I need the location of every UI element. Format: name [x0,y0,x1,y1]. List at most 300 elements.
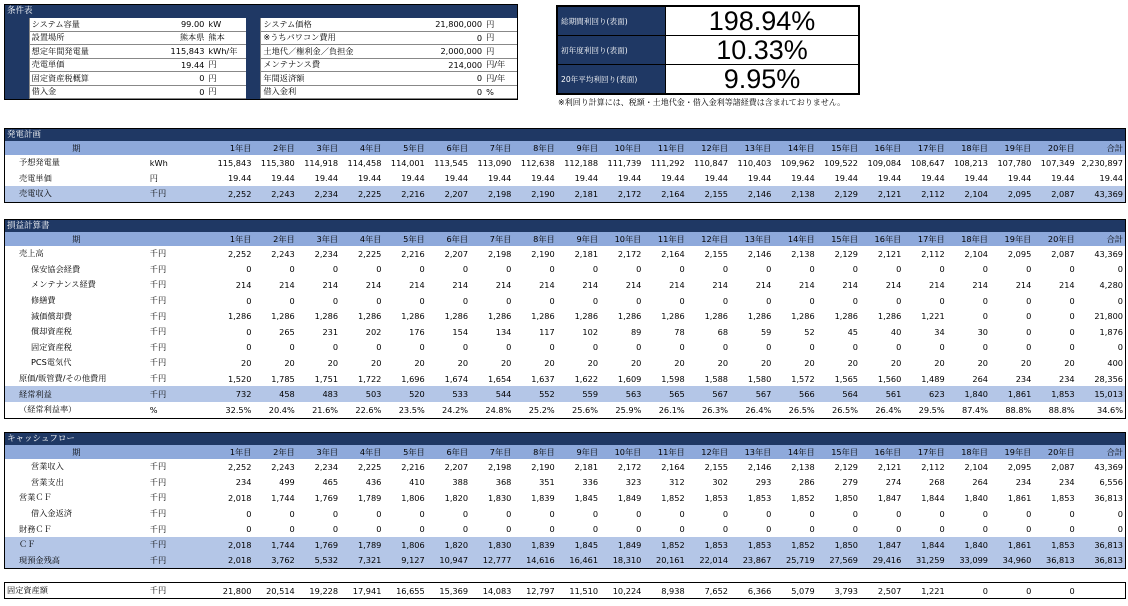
pl-cell: 0 [722,342,729,353]
pl-cell: 1,286 [444,311,469,322]
pl-cell: 214 [669,279,685,290]
conditions-gap [5,72,29,86]
generation-cell: 19.44 [921,173,945,184]
year-header: 19年目 [990,445,1033,459]
cf-cell: 0 [506,524,512,535]
pl-cell: 2,138 [791,248,815,259]
year-header: 5年目 [383,141,426,155]
pl-cell: 1,489 [921,373,945,384]
pl-cell: 0 [809,264,815,275]
year-header: 11年目 [643,141,686,155]
cf-cell: 2,018 [227,492,252,503]
pl-cell: 0 [1069,264,1075,275]
pl-cell: 2,155 [704,248,729,259]
generation-cell: 19.44 [661,173,685,184]
condition-unit: kWh/年 [206,45,245,59]
generation-cell: 2,181 [557,186,600,202]
pl-cell: 59 [760,326,772,337]
pl-cell: 214 [929,279,945,290]
year-header: 4年目 [340,445,383,459]
pl-cell: 0 [809,295,815,306]
year-header: 12年目 [687,232,730,246]
pl-cell: 214 [972,279,988,290]
cf-cell: 2,018 [210,553,253,569]
cf-cell: 0 [939,508,945,519]
fixed-assets-row [4,582,1126,599]
pl-cell: 0 [1069,311,1075,322]
cf-cell: 0 [1117,524,1123,535]
year-header: 9年目 [557,141,600,155]
pl-cell: 1,286 [487,311,512,322]
pl-cell: 21.6% [312,404,339,415]
cash-flow-section [4,432,1126,569]
cf-cell: 1,845 [574,492,599,503]
year-header: 17年目 [903,141,946,155]
fixed-assets-cell: 2,507 [877,585,902,596]
cf-cell: 0 [419,508,425,519]
pl-row-name: 売上高 [19,248,44,259]
conditions-row [5,18,517,31]
generation-row [5,171,1125,187]
cf-cell: 1,830 [470,537,513,553]
pl-cell: 0 [376,295,382,306]
cf-row-unit: 千円 [149,476,167,487]
condition-value: 0 [147,72,206,86]
pl-cell: 0 [896,342,902,353]
pl-cell: 20 [241,357,252,368]
year-header: 2年目 [253,445,296,459]
cf-row-unit: 千円 [149,508,167,519]
pl-cell: 0 [376,342,382,353]
pl-cell: 0 [636,342,642,353]
pl-cell: 0 [939,342,945,353]
pl-cell: 0 [246,326,252,337]
conditions-title: 条件表 [5,5,517,18]
fixed-assets-cell: 7,652 [704,585,729,596]
fixed-assets-cell: 0 [982,585,988,596]
pl-cell: 1,876 [1099,326,1123,337]
pl-cell: 1,696 [401,373,425,384]
condition-label: 売電単価 [29,58,147,72]
cf-cell: 0 [896,508,902,519]
pl-cell: 102 [582,326,599,337]
pl-row-name: 固定資産税 [31,341,72,352]
condition-unit: 円 [206,58,245,72]
pl-cell: 544 [470,386,513,402]
year-header: 14年目 [773,232,816,246]
cf-cell: 0 [722,524,729,535]
pl-cell: 154 [452,326,469,337]
unit-header-cell [148,445,210,459]
cf-cell: 1,849 [617,492,642,503]
pl-cell: 28,356 [1094,373,1123,384]
generation-cell: 113,545 [434,157,469,168]
year-header: 合計 [1077,445,1125,459]
pl-cell: 214 [452,279,469,290]
pl-cell: 214 [539,279,555,290]
cf-cell: 0 [679,524,685,535]
year-header: 1年目 [210,445,253,459]
cf-cell: 34,960 [990,553,1033,569]
pl-cell: 565 [643,386,686,402]
cf-cell: 0 [246,508,252,519]
fixed-assets-cell: 19,228 [309,585,339,596]
condition-value: 19.44 [147,58,206,72]
generation-cell: 19.44 [574,173,599,184]
pl-cell: 0 [1117,342,1123,353]
cf-cell: 1,850 [834,492,859,503]
cf-cell: 1,849 [600,537,643,553]
year-header: 8年目 [513,445,556,459]
cf-cell: 33,099 [947,553,990,569]
fixed-assets-cell: 0 [1026,585,1032,596]
pl-cell: 2,181 [574,248,599,259]
pl-cell: 400 [1107,357,1123,368]
cf-row-name: 借入金返済 [31,508,72,519]
income-statement-title: 損益計算書 [5,220,1125,232]
pl-cell: 0 [896,264,902,275]
cf-cell: 10,947 [427,553,470,569]
pl-row-name: PCS電気代 [31,357,72,368]
pl-cell: 134 [495,326,512,337]
generation-cell: 110,403 [737,157,772,168]
fixed-assets-cell: 17,941 [352,585,382,596]
cf-cell: 268 [929,477,945,488]
fixed-assets-cell: 8,938 [661,585,685,596]
cf-cell: 2,018 [210,537,253,553]
cf-cell: 264 [972,477,988,488]
cf-row [5,521,1125,537]
cf-cell: 20,161 [643,553,686,569]
cf-cell: 1,852 [791,492,815,503]
year-header: 7年目 [470,232,513,246]
cf-row-name: 現預金残高 [5,553,148,569]
cf-cell: 410 [409,477,425,488]
pl-cell: 1,286 [574,311,599,322]
cf-cell: 2,207 [444,461,469,472]
pl-cell: 458 [253,386,296,402]
pl-cell: 0 [982,311,988,322]
period-label: 期 [5,232,148,246]
year-header: 10年目 [600,445,643,459]
pl-cell: 0 [332,295,339,306]
pl-cell: 20 [804,357,815,368]
year-header: 10年目 [600,232,643,246]
pl-cell: 0 [592,264,599,275]
cf-cell: 1,744 [271,492,295,503]
generation-cell: 2,146 [730,186,773,202]
condition-label: システム容量 [29,18,147,31]
income-statement-section [4,219,1126,419]
generation-cell: 2,104 [947,186,990,202]
fixed-assets-cell: 15,369 [439,585,469,596]
cf-cell: 2,190 [531,461,555,472]
fixed-assets-cell: 12,797 [526,585,555,596]
condition-unit: 円/年 [484,58,517,72]
cf-cell: 2,095 [1007,461,1032,472]
pl-cell: 26.5% [788,404,815,415]
pl-cell: 2,129 [834,248,859,259]
cf-row-name: 営業ＣＦ [19,492,52,503]
pl-cell: 24.8% [485,404,512,415]
generation-cell: 19.44 [487,173,512,184]
generation-cell: 19.44 [747,173,772,184]
cf-cell: 0 [1069,508,1075,519]
pl-cell: 20 [500,357,512,368]
cf-cell: 2,252 [227,461,252,472]
pl-cell: 559 [557,386,600,402]
yield-row [558,65,859,94]
cf-cell: 27,569 [817,553,860,569]
pl-cell: 20 [414,357,425,368]
cf-cell: 2,155 [704,461,729,472]
pl-cell: 20 [890,357,902,368]
condition-unit: 円 [206,72,245,86]
condition-unit: 円 [484,18,517,31]
fixed-assets-cell: 16,655 [396,585,425,596]
year-header: 6年目 [427,232,470,246]
pl-cell: 732 [210,386,253,402]
year-header: 3年目 [297,445,340,459]
generation-cell: 108,213 [954,157,988,168]
pl-cell: 214 [1015,279,1032,290]
pl-row-name: 減価償却費 [31,310,72,321]
cf-cell: 29,416 [860,553,903,569]
pl-cell: 1,286 [531,311,555,322]
cf-row-name: 営業支出 [31,476,64,487]
pl-cell: 214 [755,279,772,290]
cf-cell: 0 [462,524,469,535]
cf-cell: 1,820 [427,537,470,553]
cf-row-name: 財務ＣＦ [19,523,52,534]
pl-cell: 214 [235,279,252,290]
cf-cell: 12,777 [470,553,513,569]
condition-label: システム価格 [261,18,400,31]
pl-cell: 20 [630,357,642,368]
pl-row-unit: 千円 [148,386,210,402]
year-header: 19年目 [990,141,1033,155]
cf-row [5,506,1125,522]
pl-cell: 0 [419,342,425,353]
cf-cell: 36,813 [1077,537,1125,553]
condition-label: 固定資産税概算 [29,72,147,86]
generation-cell: 2,087 [1033,186,1076,202]
condition-value: 214,000 [400,58,484,72]
generation-cell: 19.44 [877,173,902,184]
pl-cell: 1,654 [487,373,512,384]
pl-row-unit: 千円 [149,357,167,368]
cf-cell: 0 [766,524,772,535]
generation-row [5,186,1125,202]
cf-cell: 1,850 [817,537,860,553]
pl-cell: 117 [539,326,555,337]
year-header: 9年目 [557,232,600,246]
condition-label: メンテナンス費 [261,58,400,72]
conditions-gap [246,31,261,45]
pl-cell: 0 [722,295,729,306]
pl-row [5,340,1125,356]
fixed-assets-name: 固定資産額 [7,585,48,595]
cf-cell: 16,461 [557,553,600,569]
cf-cell: 2,087 [1051,461,1075,472]
pl-row-unit: 千円 [149,263,167,274]
year-header: 13年目 [730,141,773,155]
condition-label: 土地代／権利金／負担金 [261,45,400,59]
year-header: 14年目 [773,445,816,459]
generation-cell: 2,172 [600,186,643,202]
pl-cell: 26.5% [832,404,859,415]
cf-cell: 31,259 [903,553,946,569]
generation-cell: 109,522 [824,157,859,168]
pl-cell: 0 [896,295,902,306]
year-header: 1年目 [210,232,253,246]
cf-cell: 293 [755,477,772,488]
pl-cell: 1,572 [791,373,815,384]
pl-cell: 20 [370,357,382,368]
pl-cell: 20 [544,357,555,368]
pl-cell: 1,840 [947,386,990,402]
pl-cell: 214 [365,279,382,290]
pl-cell: 2,112 [921,248,945,259]
pl-cell: 20.4% [268,404,295,415]
generation-cell: 114,001 [390,157,425,168]
pl-cell: 87.4% [961,404,988,415]
cf-cell: 274 [885,477,902,488]
pl-cell: 88.8% [1048,404,1075,415]
cf-cell: 1,769 [297,537,340,553]
pl-cell: 0 [1069,342,1075,353]
conditions-gap [246,45,261,59]
cf-cell: 1,744 [253,537,296,553]
fixed-assets-cell [1077,583,1125,598]
year-header: 18年目 [947,232,990,246]
fixed-assets-unit: 千円 [149,585,167,595]
pl-cell: 1,286 [271,311,295,322]
cf-cell: 234 [1059,477,1075,488]
cf-cell: 1,852 [773,537,816,553]
pl-cell: 0 [939,264,945,275]
year-header: 12年目 [687,141,730,155]
pl-row-unit: 千円 [149,248,167,259]
cf-cell: 1,853 [1033,537,1076,553]
year-header: 4年目 [340,141,383,155]
generation-cell: 114,458 [347,157,382,168]
cf-cell: 2,146 [747,461,772,472]
pl-cell: 265 [279,326,295,337]
conditions-gap [5,31,29,45]
pl-cell: 214 [322,279,339,290]
pl-cell: 0 [766,264,772,275]
period-header-row [5,445,1125,459]
generation-row-unit: 円 [149,172,158,183]
pl-cell: 23.5% [398,404,425,415]
year-header: 16年目 [860,445,903,459]
year-header: 合計 [1077,141,1125,155]
pl-cell: 214 [1059,279,1075,290]
cf-cell: 0 [809,508,815,519]
pl-cell: 1,560 [877,373,902,384]
cf-cell: 2,121 [877,461,902,472]
pl-cell: 234 [1015,373,1032,384]
pl-cell: 0 [549,264,555,275]
cf-cell: 2,181 [574,461,599,472]
yield-row [558,36,859,65]
pl-cell: 20 [284,357,295,368]
pl-cell: 1,785 [271,373,295,384]
cash-flow-title: キャッシュフロー [5,433,1125,445]
pl-cell: 20 [587,357,599,368]
generation-cell: 107,349 [1040,157,1075,168]
cf-cell: 2,198 [487,461,512,472]
year-header: 11年目 [643,445,686,459]
pl-cell: 520 [383,386,426,402]
pl-cell: 0 [982,295,988,306]
pl-cell: 2,234 [314,248,339,259]
pl-cell: 0 [376,264,382,275]
cf-cell: 351 [539,477,555,488]
conditions-gap [5,18,29,31]
pl-cell: 0 [852,342,859,353]
cf-cell: 14,616 [513,553,556,569]
year-header: 15年目 [817,232,860,246]
pl-cell: 0 [852,264,859,275]
pl-cell: 4,280 [1099,279,1123,290]
fixed-assets-cell: 0 [1069,585,1075,596]
pl-cell: 1,722 [357,373,382,384]
cf-cell: 43,369 [1094,461,1123,472]
fixed-assets-cell: 21,800 [222,585,252,596]
generation-row-unit: 千円 [148,186,210,202]
pl-cell: 89 [630,326,642,337]
year-header: 16年目 [860,232,903,246]
pl-cell: 563 [600,386,643,402]
cf-cell: 36,813 [1094,492,1123,503]
pl-cell: 20 [1064,357,1075,368]
conditions-gap [246,85,261,99]
cf-cell: 1,853 [687,537,730,553]
cf-cell: 0 [462,508,469,519]
pl-cell: 0 [809,342,815,353]
pl-cell: 0 [419,264,425,275]
cf-row-unit: 千円 [149,461,167,472]
cf-cell: 0 [592,508,599,519]
cf-cell: 0 [419,524,425,535]
condition-label: ※うちパワコン費用 [261,31,400,45]
conditions-row [5,45,517,59]
cf-cell: 0 [1117,508,1123,519]
conditions-gap [5,58,29,72]
cf-row [5,459,1125,475]
pl-cell: 234 [1059,373,1075,384]
generation-cell: 19.44 [531,173,555,184]
pl-cell: 1,637 [531,373,555,384]
pl-row [5,371,1125,387]
condition-unit: 円 [484,45,517,59]
pl-cell: 623 [903,386,946,402]
pl-cell: 2,164 [661,248,685,259]
pl-cell: 26.4% [745,404,772,415]
generation-cell: 111,292 [650,157,685,168]
cf-cell: 499 [279,477,295,488]
year-header: 7年目 [470,141,513,155]
year-header: 13年目 [730,445,773,459]
period-label: 期 [5,445,148,459]
pl-row-unit: % [149,404,158,415]
cf-cell: 0 [376,524,382,535]
pl-cell: 561 [860,386,903,402]
pl-cell: 25.9% [615,404,642,415]
pl-cell: 0 [1026,264,1032,275]
